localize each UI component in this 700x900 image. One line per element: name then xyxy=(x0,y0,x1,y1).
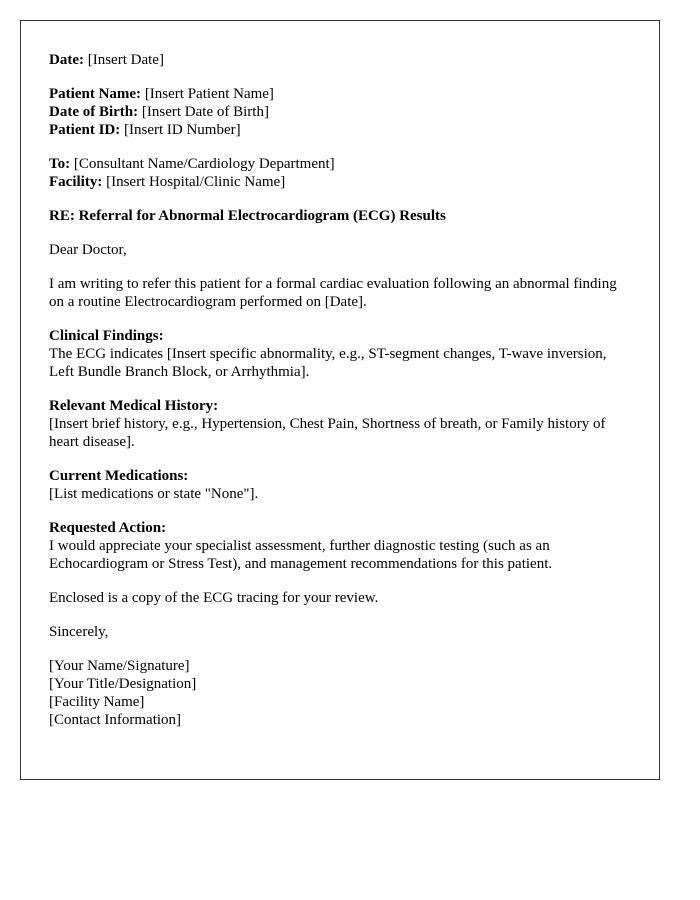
to-label: To: xyxy=(49,156,71,172)
medical-history-heading: Relevant Medical History: xyxy=(49,398,219,414)
dob-label: Date of Birth: xyxy=(49,104,139,120)
signature-name: [Your Name/Signature] xyxy=(49,658,190,674)
clinical-findings-section xyxy=(49,327,631,381)
patient-info xyxy=(49,85,631,139)
dob-value: [Insert Date of Birth] xyxy=(141,104,269,120)
medical-history-text: [Insert brief history, e.g., Hypertension, Chest Pain, Shortness of breath, or Family history of heart disease]. xyxy=(49,416,606,450)
date-value: [Insert Date] xyxy=(87,52,164,68)
subject-block xyxy=(49,207,631,225)
medications-section xyxy=(49,467,631,503)
medications-heading: Current Medications: xyxy=(49,468,189,484)
referral-letter xyxy=(20,20,660,780)
enclosure-note: Enclosed is a copy of the ECG tracing for your review. xyxy=(49,590,379,606)
patient-id-label: Patient ID: xyxy=(49,122,121,138)
date-line xyxy=(49,51,631,69)
requested-action-heading: Requested Action: xyxy=(49,520,167,536)
facility-line xyxy=(49,173,631,191)
intro-paragraph xyxy=(49,275,631,311)
signature-facility: [Facility Name] xyxy=(49,694,145,710)
signature-title: [Your Title/Designation] xyxy=(49,676,197,692)
clinical-findings-heading: Clinical Findings: xyxy=(49,328,164,344)
subject-line: RE: Referral for Abnormal Electrocardiogram (ECG) Results xyxy=(49,208,446,224)
signature-contact: [Contact Information] xyxy=(49,712,182,728)
dob-line xyxy=(49,103,631,121)
patient-name-label: Patient Name: xyxy=(49,86,142,102)
date-block xyxy=(49,51,631,69)
medications-text: [List medications or state "None"]. xyxy=(49,486,259,502)
requested-action-section xyxy=(49,519,631,573)
to-line xyxy=(49,155,631,173)
patient-name-value: [Insert Patient Name] xyxy=(144,86,274,102)
to-value: [Consultant Name/Cardiology Department] xyxy=(73,156,335,172)
closing: Sincerely, xyxy=(49,624,109,640)
medical-history-section xyxy=(49,397,631,451)
requested-action-text: I would appreciate your specialist assessment, further diagnostic testing (such as an Echocardiogram or Stress Test), and management recommendations for this patient. xyxy=(49,538,553,572)
intro-text: I am writing to refer this patient for a formal cardiac evaluation following an abnormal finding on a routine Electrocardiogram performed on [Date]. xyxy=(49,276,617,310)
patient-id-line xyxy=(49,121,631,139)
facility-label: Facility: xyxy=(49,174,103,190)
salutation: Dear Doctor, xyxy=(49,242,127,258)
patient-id-value: [Insert ID Number] xyxy=(124,122,241,138)
recipient-info xyxy=(49,155,631,191)
signature-block xyxy=(49,657,631,729)
date-label: Date: xyxy=(49,52,84,68)
patient-name-line xyxy=(49,85,631,103)
facility-value: [Insert Hospital/Clinic Name] xyxy=(106,174,286,190)
clinical-findings-text: The ECG indicates [Insert specific abnormality, e.g., ST-segment changes, T-wave inversion, Left Bundle Branch Block, or Arrhythmia]. xyxy=(49,346,607,380)
